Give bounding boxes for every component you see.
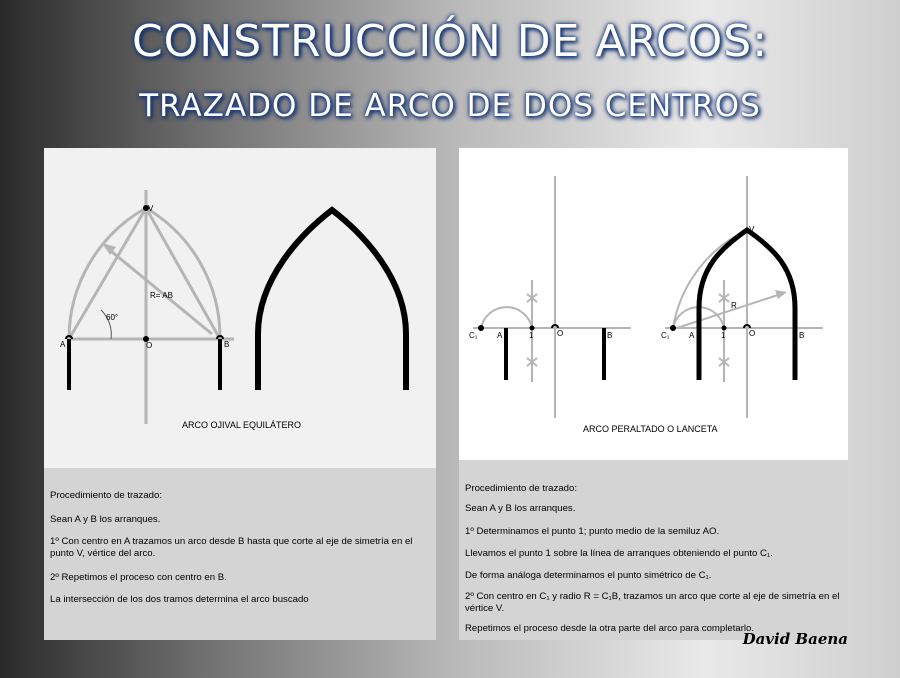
right-step-0: Procedimiento de trazado: (465, 483, 577, 494)
right-step-1: Sean A y B los arranques. (465, 503, 576, 514)
lancet-arch-diagram (459, 148, 848, 460)
right-label-o: O (749, 329, 756, 338)
right-label-c1: C₁ (661, 331, 670, 340)
left-panel (44, 148, 436, 640)
right-label-a: A (689, 331, 695, 340)
label-radius: R= AB (150, 291, 173, 300)
left-caption: ARCO OJIVAL EQUILÁTERO (182, 420, 302, 430)
left-procedure (44, 468, 436, 640)
right-label-v: V (749, 225, 755, 234)
author-signature: David Baena (742, 630, 848, 648)
left-label-one: 1 (529, 331, 534, 340)
right-caption: ARCO PERALTADO O LANCETA (583, 424, 718, 434)
right-procedure (459, 460, 848, 640)
right-step-3: Llevamos el punto 1 sobre la línea de arranques obteniendo el punto C₁. (465, 548, 773, 559)
left-label-o: O (557, 329, 564, 338)
left-step-1: Sean A y B los arranques. (50, 514, 161, 525)
left-label-b: B (607, 331, 613, 340)
right-step-2: 1º Determinamos el punto 1; punto medio de la semiluz AO. (465, 526, 720, 537)
label-a: A (60, 340, 66, 349)
left-step-0: Procedimiento de trazado: (50, 490, 162, 501)
left-label-a: A (497, 331, 503, 340)
left-step-4: La intersección de los dos tramos determina el arco buscado (50, 594, 309, 605)
page-title: CONSTRUCCIÓN DE ARCOS: (131, 16, 769, 67)
right-label-radius: R (731, 301, 737, 310)
right-label-b: B (799, 331, 805, 340)
left-step-2: 1º Con centro en A trazamos un arco desde B hasta que corte al eje de simetría en el punto V, vértice del arco. (50, 536, 413, 559)
left-label-c1: C₁ (469, 331, 478, 340)
label-b: B (224, 340, 230, 349)
right-step-6: Repetimos el proceso desde la otra parte del arco para completarlo. (465, 623, 755, 634)
label-o: O (146, 341, 153, 350)
label-angle: 60° (106, 313, 119, 322)
right-panel (459, 148, 848, 640)
label-v: V (148, 204, 154, 213)
page-subtitle: TRAZADO DE ARCO DE DOS CENTROS (139, 88, 761, 124)
left-step-3: 2º Repetimos el proceso con centro en B. (50, 572, 227, 583)
right-label-one: 1 (721, 331, 726, 340)
right-step-4: De forma análoga determinamos el punto simétrico de C₁. (465, 570, 712, 581)
right-step-5: 2º Con centro en C₁ y radio R = C₁B, trazamos un arco que corte al eje de simetría en el vértice V. (465, 591, 840, 614)
